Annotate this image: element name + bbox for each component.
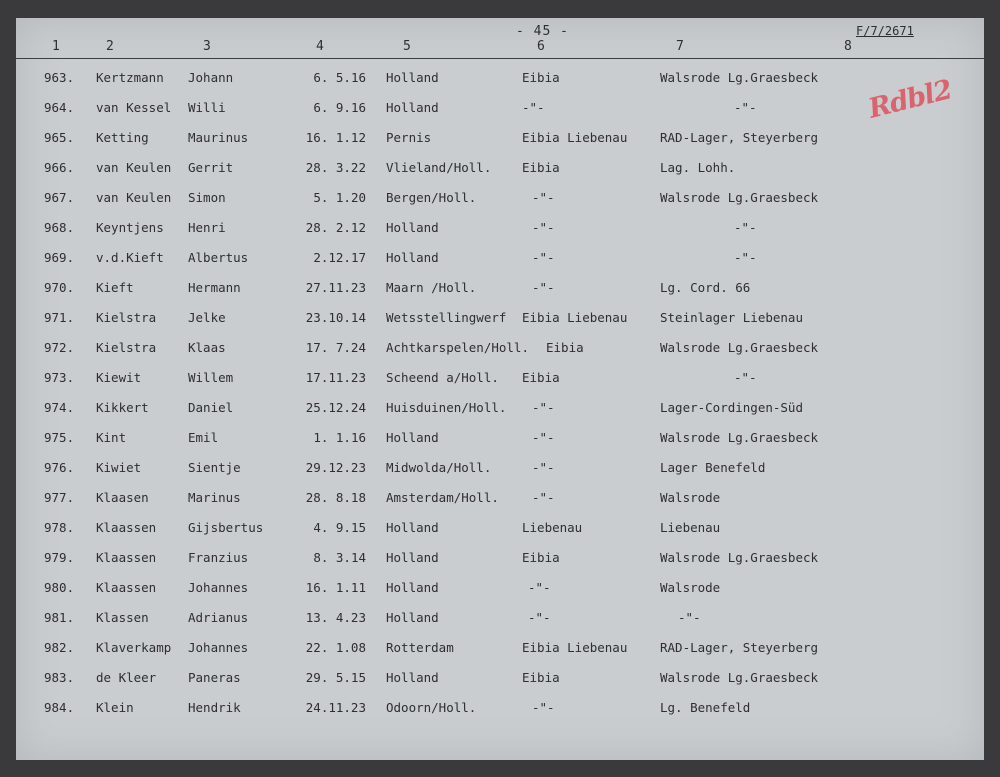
surname: Kiwiet — [96, 460, 142, 475]
column-header-2: 2 — [106, 39, 114, 54]
birth-date: 1. 1.16 — [313, 430, 366, 445]
birth-place: Pernis — [386, 130, 432, 145]
birth-date: 24.11.23 — [305, 700, 366, 715]
camp-2: Walsrode Lg.Graesbeck — [660, 340, 819, 355]
first-name: Hendrik — [188, 700, 241, 715]
camp-1: Eibia Liebenau — [522, 130, 628, 145]
table-row — [16, 490, 984, 520]
table-row — [16, 700, 984, 730]
table-row — [16, 640, 984, 670]
camp-1: -"- — [532, 430, 555, 445]
row-number: 966. — [44, 160, 75, 175]
birth-date: 28. 8.18 — [305, 490, 366, 505]
column-header-row — [16, 36, 984, 59]
camp-2: Liebenau — [660, 520, 721, 535]
camp-1: Eibia — [522, 160, 560, 175]
handwritten-annotation: Rdbl2 — [865, 74, 955, 125]
birth-place: Holland — [386, 430, 439, 445]
surname: Kertzmann — [96, 70, 164, 85]
camp-2: -"- — [734, 220, 757, 235]
first-name: Albertus — [188, 250, 249, 265]
camp-2: Walsrode Lg.Graesbeck — [660, 550, 819, 565]
first-name: Johannes — [188, 580, 249, 595]
camp-2: Lager Benefeld — [660, 460, 766, 475]
surname: Kiewit — [96, 370, 142, 385]
birth-date: 29.12.23 — [305, 460, 366, 475]
table-row — [16, 310, 984, 340]
first-name: Gerrit — [188, 160, 234, 175]
table-row — [16, 220, 984, 250]
surname: Klaassen — [96, 520, 157, 535]
first-name: Gijsbertus — [188, 520, 264, 535]
row-number: 972. — [44, 340, 75, 355]
row-number: 975. — [44, 430, 75, 445]
camp-2: Walsrode — [660, 580, 721, 595]
table-row — [16, 370, 984, 400]
camp-2: -"- — [734, 370, 757, 385]
birth-place: Huisduinen/Holl. — [386, 400, 507, 415]
surname: Keyntjens — [96, 220, 164, 235]
birth-date: 22. 1.08 — [305, 640, 366, 655]
birth-date: 8. 3.14 — [313, 550, 366, 565]
birth-date: 4. 9.15 — [313, 520, 366, 535]
birth-place: Odoorn/Holl. — [386, 700, 477, 715]
first-name: Marinus — [188, 490, 241, 505]
table-row — [16, 250, 984, 280]
camp-2: -"- — [678, 610, 701, 625]
table-row — [16, 580, 984, 610]
camp-1: -"- — [532, 460, 555, 475]
table-row — [16, 280, 984, 310]
row-number: 970. — [44, 280, 75, 295]
table-row — [16, 340, 984, 370]
surname: van Keulen — [96, 160, 172, 175]
table-row — [16, 400, 984, 430]
birth-place: Holland — [386, 70, 439, 85]
birth-place: Vlieland/Holl. — [386, 160, 492, 175]
surname: Klein — [96, 700, 134, 715]
camp-2: Walsrode Lg.Graesbeck — [660, 430, 819, 445]
camp-2: Walsrode Lg.Graesbeck — [660, 190, 819, 205]
birth-place: Holland — [386, 670, 439, 685]
first-name: Hermann — [188, 280, 241, 295]
surname: Klaassen — [96, 580, 157, 595]
first-name: Emil — [188, 430, 219, 445]
camp-2: RAD-Lager, Steyerberg — [660, 130, 819, 145]
table-row — [16, 100, 984, 130]
row-number: 983. — [44, 670, 75, 685]
birth-date: 5. 1.20 — [313, 190, 366, 205]
row-number: 963. — [44, 70, 75, 85]
birth-date: 16. 1.12 — [305, 130, 366, 145]
row-number: 982. — [44, 640, 75, 655]
birth-place: Amsterdam/Holl. — [386, 490, 499, 505]
birth-date: 27.11.23 — [305, 280, 366, 295]
row-number: 973. — [44, 370, 75, 385]
surname: Kikkert — [96, 400, 149, 415]
row-number: 964. — [44, 100, 75, 115]
camp-2: Walsrode Lg.Graesbeck — [660, 670, 819, 685]
camp-1: -"- — [532, 250, 555, 265]
column-header-5: 5 — [403, 39, 411, 54]
birth-place: Achtkarspelen/Holl. — [386, 340, 529, 355]
birth-date: 6. 9.16 — [313, 100, 366, 115]
birth-place: Maarn /Holl. — [386, 280, 477, 295]
table-row — [16, 550, 984, 580]
surname: Klassen — [96, 610, 149, 625]
birth-place: Holland — [386, 220, 439, 235]
file-reference: F/7/2671 — [856, 24, 914, 38]
surname: Klaasen — [96, 490, 149, 505]
row-number: 977. — [44, 490, 75, 505]
surname: Ketting — [96, 130, 149, 145]
table-row — [16, 520, 984, 550]
birth-place: Holland — [386, 100, 439, 115]
column-header-8: 8 — [844, 39, 852, 54]
first-name: Paneras — [188, 670, 241, 685]
camp-1: -"- — [532, 220, 555, 235]
camp-2: -"- — [734, 250, 757, 265]
first-name: Jelke — [188, 310, 226, 325]
camp-1: -"- — [522, 100, 545, 115]
camp-2: RAD-Lager, Steyerberg — [660, 640, 819, 655]
camp-2: Lg. Cord. 66 — [660, 280, 751, 295]
birth-date: 17. 7.24 — [305, 340, 366, 355]
table-row — [16, 610, 984, 640]
birth-date: 29. 5.15 — [305, 670, 366, 685]
surname: Kielstra — [96, 310, 157, 325]
birth-date: 25.12.24 — [305, 400, 366, 415]
camp-2: Lag. Lohh. — [660, 160, 736, 175]
birth-date: 28. 3.22 — [305, 160, 366, 175]
camp-2: Walsrode Lg.Graesbeck — [660, 70, 819, 85]
camp-1: -"- — [528, 580, 551, 595]
first-name: Franzius — [188, 550, 249, 565]
camp-1: -"- — [528, 610, 551, 625]
row-number: 967. — [44, 190, 75, 205]
camp-1: -"- — [532, 280, 555, 295]
camp-1: Eibia — [522, 670, 560, 685]
first-name: Willem — [188, 370, 234, 385]
birth-place: Holland — [386, 580, 439, 595]
camp-1: Eibia — [522, 550, 560, 565]
camp-2: Lager-Cordingen-Süd — [660, 400, 803, 415]
birth-place: Bergen/Holl. — [386, 190, 477, 205]
row-number: 969. — [44, 250, 75, 265]
surname: van Keulen — [96, 190, 172, 205]
camp-1: -"- — [532, 700, 555, 715]
camp-1: -"- — [532, 490, 555, 505]
first-name: Willi — [188, 100, 226, 115]
column-header-1: 1 — [52, 39, 60, 54]
row-number: 978. — [44, 520, 75, 535]
surname: Kint — [96, 430, 127, 445]
first-name: Adrianus — [188, 610, 249, 625]
birth-place: Scheend a/Holl. — [386, 370, 499, 385]
camp-1: -"- — [532, 190, 555, 205]
camp-1: Eibia — [546, 340, 584, 355]
birth-place: Holland — [386, 610, 439, 625]
camp-1: Eibia Liebenau — [522, 640, 628, 655]
birth-date: 23.10.14 — [305, 310, 366, 325]
first-name: Henri — [188, 220, 226, 235]
surname: de Kleer — [96, 670, 157, 685]
table-row — [16, 670, 984, 700]
surname: van Kessel — [96, 100, 172, 115]
camp-1: -"- — [532, 400, 555, 415]
surname: Klaverkamp — [96, 640, 172, 655]
row-number: 976. — [44, 460, 75, 475]
birth-place: Wetsstellingwerf — [386, 310, 507, 325]
birth-date: 6. 5.16 — [313, 70, 366, 85]
camp-2: Steinlager Liebenau — [660, 310, 803, 325]
camp-2: Lg. Benefeld — [660, 700, 751, 715]
row-number: 968. — [44, 220, 75, 235]
row-number: 984. — [44, 700, 75, 715]
surname: Klaassen — [96, 550, 157, 565]
table-row — [16, 460, 984, 490]
table-row — [16, 190, 984, 220]
row-number: 965. — [44, 130, 75, 145]
table-row — [16, 130, 984, 160]
birth-place: Holland — [386, 550, 439, 565]
first-name: Sientje — [188, 460, 241, 475]
table-row — [16, 160, 984, 190]
camp-1: Eibia — [522, 370, 560, 385]
first-name: Simon — [188, 190, 226, 205]
birth-place: Midwolda/Holl. — [386, 460, 492, 475]
document-sheet — [16, 18, 984, 760]
page-number: - 45 - — [516, 24, 569, 39]
column-header-6: 6 — [537, 39, 545, 54]
birth-date: 2.12.17 — [313, 250, 366, 265]
column-header-3: 3 — [203, 39, 211, 54]
column-header-4: 4 — [316, 39, 324, 54]
birth-date: 28. 2.12 — [305, 220, 366, 235]
first-name: Klaas — [188, 340, 226, 355]
first-name: Johannes — [188, 640, 249, 655]
surname: v.d.Kieft — [96, 250, 164, 265]
birth-date: 16. 1.11 — [305, 580, 366, 595]
column-header-7: 7 — [676, 39, 684, 54]
first-name: Maurinus — [188, 130, 249, 145]
table-row — [16, 430, 984, 460]
birth-place: Holland — [386, 250, 439, 265]
row-number: 979. — [44, 550, 75, 565]
camp-1: Eibia Liebenau — [522, 310, 628, 325]
birth-place: Holland — [386, 520, 439, 535]
camp-2: Walsrode — [660, 490, 721, 505]
surname: Kieft — [96, 280, 134, 295]
row-number: 980. — [44, 580, 75, 595]
first-name: Johann — [188, 70, 234, 85]
birth-place: Rotterdam — [386, 640, 454, 655]
birth-date: 17.11.23 — [305, 370, 366, 385]
row-number: 981. — [44, 610, 75, 625]
camp-2: -"- — [734, 100, 757, 115]
first-name: Daniel — [188, 400, 234, 415]
row-number: 974. — [44, 400, 75, 415]
birth-date: 13. 4.23 — [305, 610, 366, 625]
camp-1: Liebenau — [522, 520, 583, 535]
table-row — [16, 70, 984, 100]
camp-1: Eibia — [522, 70, 560, 85]
surname: Kielstra — [96, 340, 157, 355]
row-number: 971. — [44, 310, 75, 325]
